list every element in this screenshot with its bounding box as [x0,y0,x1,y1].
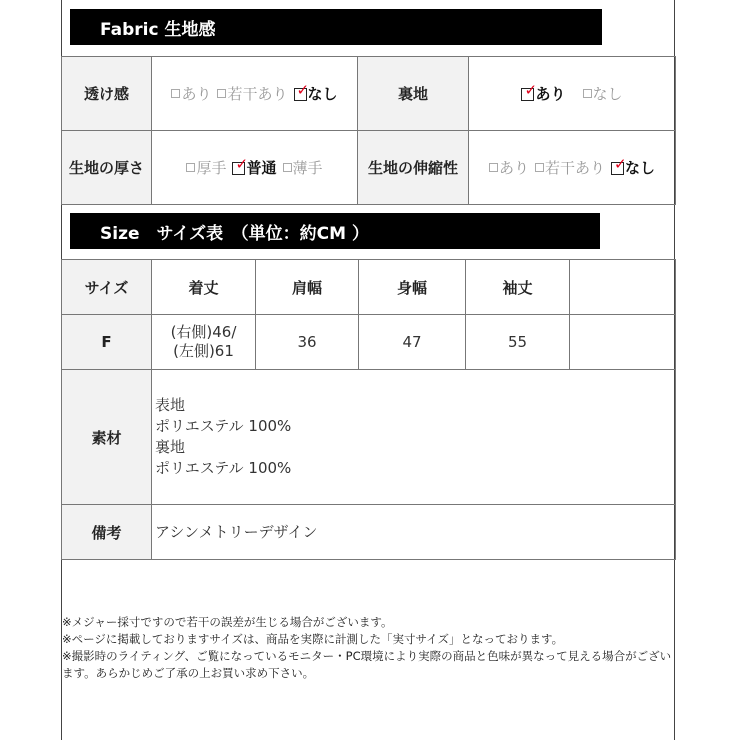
note-line: ※ページに掲載しておりますサイズは、商品を実際に計測した「実寸サイズ」となっております。 [62,632,564,646]
option-unchecked: なし [583,83,623,104]
checkbox-checked-icon: ✓ [294,88,307,101]
thickness-options [152,131,358,205]
fabric-section-banner [70,9,602,45]
checkbox-empty-icon [283,163,292,172]
size-header: サイズ [62,260,152,315]
checkbox-empty-icon [489,163,498,172]
fabric-row-2 [62,131,676,205]
option-checked: ✓ なし [294,83,338,104]
notes [62,614,674,682]
checkbox-checked-icon: ✓ [611,162,624,175]
note-line: ※メジャー採寸ですので若干の誤差が生じる場合がございます。 [62,615,393,629]
size-data-row [62,315,676,370]
length-value: (右側)46/ (左側)61 [152,315,256,370]
checkbox-empty-icon [171,89,180,98]
size-header-row [62,260,676,315]
checkbox-empty-icon [186,163,195,172]
size-banner-title: Size サイズ表 （単位：約CM ） [100,223,369,244]
empty-value [570,315,676,370]
length-header: 着丈 [152,260,256,315]
stretch-label: 生地の伸縮性 [358,131,469,205]
material-label: 素材 [62,370,152,505]
material-content: 表地 ポリエステル 100% 裏地 ポリエステル 100% [152,370,676,505]
fabric-row-1 [62,57,676,131]
lining-label: 裏地 [358,57,469,131]
empty-header [570,260,676,315]
size-section-banner [70,213,600,249]
option-unchecked: 薄手 [283,157,323,178]
size-table [61,259,676,560]
thickness-label: 生地の厚さ [62,131,152,205]
material-row [62,370,676,505]
option-unchecked: 厚手 [186,157,226,178]
option-unchecked: 若干あり [535,157,605,178]
remarks-row [62,505,676,560]
stretch-options [469,131,676,205]
body-width-header: 身幅 [359,260,466,315]
transparency-label: 透け感 [62,57,152,131]
shoulder-value: 36 [256,315,359,370]
transparency-options [152,57,358,131]
sleeve-value: 55 [466,315,570,370]
option-unchecked: あり [171,83,211,104]
checkbox-empty-icon [535,163,544,172]
fabric-banner-title: Fabric 生地感 [100,19,216,40]
option-unchecked: あり [489,157,529,178]
fabric-table [61,56,676,205]
note-line: ※撮影時のライティング、ご覧になっているモニター・PC環境により実際の商品と色味が異なって見える場合がございます。あらかじめご了承の上お買い求め下さい。 [62,649,672,680]
checkbox-checked-icon: ✓ [521,88,534,101]
checkbox-checked-icon: ✓ [232,162,245,175]
body-width-value: 47 [359,315,466,370]
option-checked: ✓ 普通 [232,157,276,178]
option-checked: ✓ なし [611,157,655,178]
size-value: F [62,315,152,370]
sleeve-header: 袖丈 [466,260,570,315]
remarks-content: アシンメトリーデザイン [152,505,676,560]
checkbox-empty-icon [217,89,226,98]
option-checked: ✓ あり [521,83,565,104]
shoulder-header: 肩幅 [256,260,359,315]
option-unchecked: 若干あり [217,83,287,104]
lining-options [469,57,676,131]
checkbox-empty-icon [583,89,592,98]
remarks-label: 備考 [62,505,152,560]
